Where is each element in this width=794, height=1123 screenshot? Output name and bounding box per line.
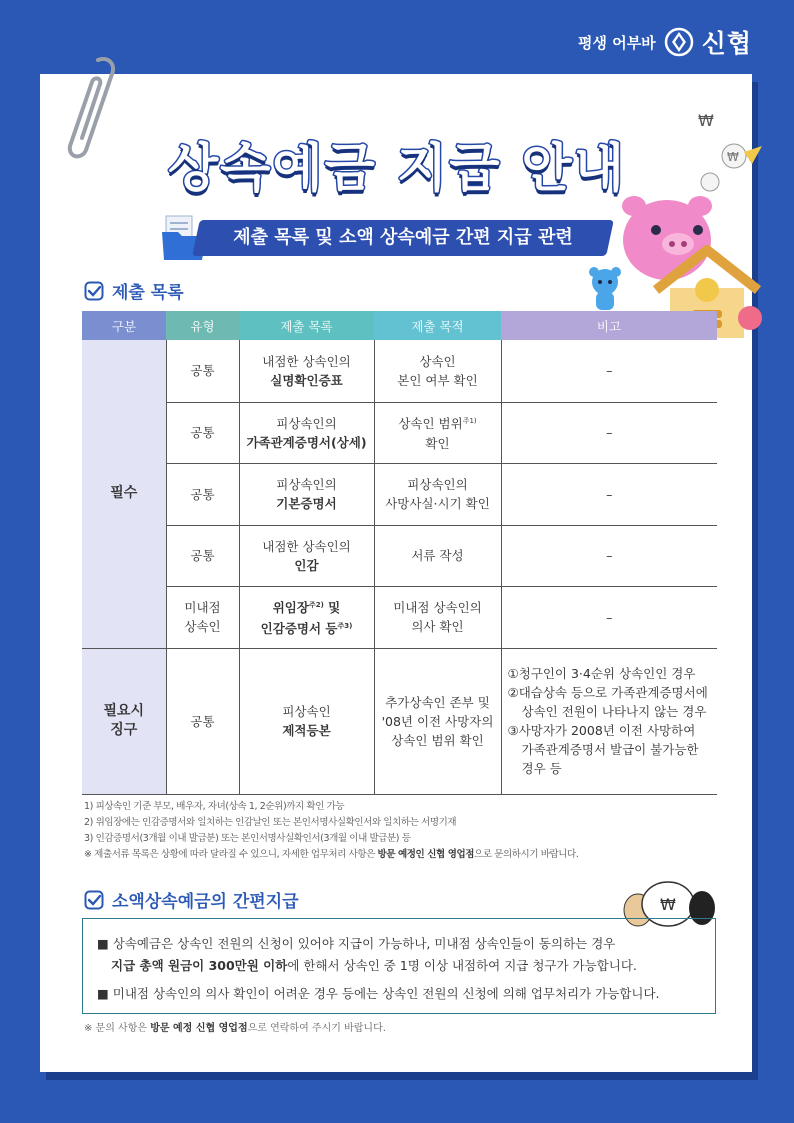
- section-title: 제출 목록: [112, 283, 184, 303]
- column-header: 구분: [82, 311, 166, 340]
- type-cell: 공통: [166, 463, 239, 525]
- document-cell: 피상속인의 기본증명서: [239, 463, 374, 525]
- column-header: 비고: [501, 311, 717, 340]
- footnote: ※ 제출서류 목록은 상황에 따라 달라질 수 있으니, 자세한 업무처리 사항은 방문 예정인 신협 영업점으로 문의하시기 바랍니다.: [84, 849, 579, 860]
- submission-table: [82, 311, 717, 795]
- document-cell: 피상속인 제적등본: [239, 648, 374, 794]
- brand-name: 신협: [701, 29, 752, 58]
- subtitle: 제출 목록 및 소액 상속예금 간편 지급 관련: [233, 227, 573, 248]
- note-cell: –: [501, 586, 717, 648]
- purpose-cell: 상속인 범위$^{주1)}$ 확인: [374, 402, 501, 463]
- purpose-cell: 상속인 본인 여부 확인: [374, 340, 501, 402]
- svg-text:₩: ₩: [698, 111, 714, 130]
- page-title: 상속예금 지급 안내: [167, 139, 627, 199]
- note-cell: –: [501, 402, 717, 463]
- category-optional: 필요시 징구: [82, 648, 166, 794]
- purpose-cell: 미내점 상속인의 의사 확인: [374, 586, 501, 648]
- blue-bear-mascot-icon: [588, 266, 622, 312]
- note-cell: –: [501, 525, 717, 586]
- table-row: [82, 525, 717, 586]
- section-simple-payment: [84, 887, 299, 912]
- document-cell: 위임장$^{주2)}$ 및 인감증명서 등$^{주3)}$: [239, 586, 374, 648]
- brand-header: [578, 24, 752, 60]
- footnote: 3) 인감증명서(3개월 이내 발급분) 또는 본인서명사실확인서(3개월 이내 발급분) 등: [84, 833, 411, 844]
- note-cell: –: [501, 463, 717, 525]
- paragraph: ■ 상속예금은 상속인 전원의 신청이 있어야 지급이 가능하나, 미내점 상속인들이 동의하는 경우 지급 총액 원금이 300만원 이하에 한해서 상속인 중 1명 이상 내점하여 지급 청구가 가능합니다.: [97, 936, 637, 973]
- footnotes: [84, 799, 578, 863]
- document-cell: 피상속인의 가족관계증명서(상세): [239, 402, 374, 463]
- svg-text:₩: ₩: [727, 150, 739, 164]
- purpose-cell: 피상속인의 사망사실·시기 확인: [374, 463, 501, 525]
- contact-note: ※ 문의 사항은 방문 예정 신협 영업점으로 연락하여 주시기 바랍니다.: [84, 1023, 386, 1034]
- check-icon: [84, 890, 104, 910]
- simple-payment-box: [82, 918, 716, 1014]
- document-cell: 내점한 상속인의 실명확인증표: [239, 340, 374, 402]
- remarks-cell: ①청구인이 3·4순위 상속인인 경우 ②대습상속 등으로 가족관계증명서에 상속인 전원이 나타나지 않는 경우 ③사망자가 2008년 이전 사망하여 가족관계증명서 발급이 불가능한 경우 등: [501, 648, 717, 794]
- column-header: 제출 목록: [239, 311, 374, 340]
- paragraph: ■ 미내점 상속인의 의사 확인이 어려운 경우 등에는 상속인 전원의 신청에 의해 업무처리가 가능합니다.: [97, 986, 660, 1001]
- section-submission-list: [84, 278, 184, 303]
- type-cell: 공통: [166, 340, 239, 402]
- section-title: 소액상속예금의 간편지급: [112, 892, 299, 912]
- note-cell: –: [501, 340, 717, 402]
- table-row: [82, 340, 717, 402]
- check-icon: [84, 281, 104, 301]
- purpose-cell: 서류 작성: [374, 525, 501, 586]
- column-header: 제출 목적: [374, 311, 501, 340]
- svg-text:₩: ₩: [660, 895, 676, 914]
- shinhyup-logo-icon: [664, 27, 694, 57]
- column-header: 유형: [166, 311, 239, 340]
- table-row: [82, 402, 717, 463]
- table-row: [82, 586, 717, 648]
- type-cell: 공통: [166, 525, 239, 586]
- table-row: [82, 463, 717, 525]
- document-cell: 내점한 상속인의 인감: [239, 525, 374, 586]
- footnote: 2) 위임장에는 인감증명서와 일치하는 인감날인 또는 본인서명사실확인서와 일치하는 서명기재: [84, 817, 457, 828]
- category-required: 필수: [82, 340, 166, 648]
- type-cell: 미내점 상속인: [166, 586, 239, 648]
- brand-slogan: 평생 어부바: [578, 33, 656, 52]
- coins-icon: [692, 108, 764, 194]
- type-cell: 공통: [166, 648, 239, 794]
- footnote: 1) 피상속인 기준 부모, 배우자, 자녀(상속 1, 2순위)까지 확인 가능: [84, 801, 345, 812]
- purpose-cell: 추가상속인 존부 및 '08년 이전 사망자의 상속인 범위 확인: [374, 648, 501, 794]
- table-row: [82, 648, 717, 794]
- type-cell: 공통: [166, 402, 239, 463]
- table-header-row: [82, 311, 717, 340]
